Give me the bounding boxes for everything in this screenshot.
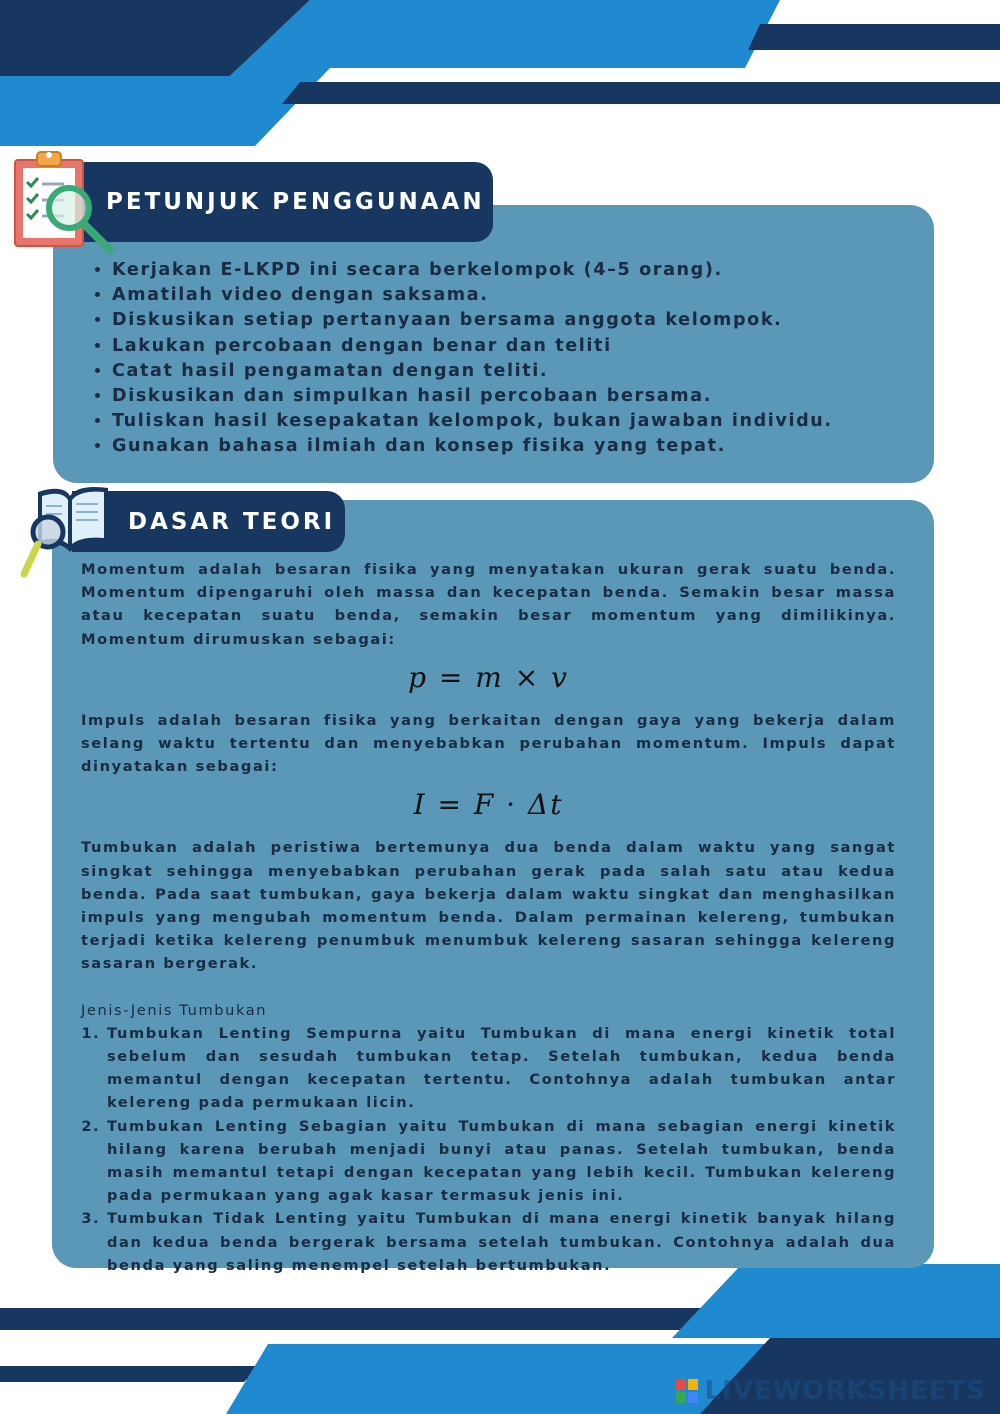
theory-heading: DASAR TEORI [128,508,336,535]
collision-type-item: 3. Tumbukan Tidak Lenting yaitu Tumbukan di mana energi kinetik banyak hilang dan kedua benda bergerak bersama setelah tumbukan. Contohnya adalah dua benda yang saling menempel setelah bertumbukan. [107,1207,896,1277]
clipboard-magnifier-icon [12,146,118,258]
watermark-text: LIVEWORKSHEETS [704,1376,986,1406]
momentum-paragraph: Momentum adalah besaran fisika yang menyatakan ukuran gerak suatu benda. Momentum dipengaruhi oleh massa dan kecepatan benda. Semakin besar massa atau kecepatan suatu benda, semakin besar momentum yang dimilikinya. Momentum dirumuskan sebagai: [81,561,896,648]
instructions-list [82,258,932,460]
instruction-item: • Lakukan percobaan dengan benar dan teliti [112,334,932,359]
theory-body [81,558,896,1277]
instruction-item: • Gunakan bahasa ilmiah dan konsep fisika yang tepat. [112,434,932,459]
collision-types-list [81,1022,896,1277]
liveworksheets-logo-icon [676,1379,698,1403]
collision-paragraph: Tumbukan adalah peristiwa bertemunya dua benda dalam waktu yang sangat singkat sehingga menyebabkan perubahan gerak pada salah satu atau kedua benda. Pada saat tumbukan, gaya bekerja dalam waktu singkat dan menghasilkan impuls yang mengubah momentum benda. Dalam permainan kelereng, tumbukan terjadi ketika kelereng penumbuk menumbuk kelereng sasaran sehingga kelereng sasaran bergerak. [81,839,896,973]
instruction-item: • Diskusikan dan simpulkan hasil percobaan bersama. [112,384,932,409]
collision-type-item: 2. Tumbukan Lenting Sebagian yaitu Tumbukan di mana sebagian energi kinetik hilang karena berubah menjadi bunyi atau panas. Setelah tumbukan, benda masih memantul tetapi dengan kecepatan yang lebih kecil. Tumbukan kelereng pada permukaan yang agak kasar termasuk jenis ini. [107,1115,896,1208]
liveworksheets-watermark [676,1376,986,1406]
collision-type-item: 1. Tumbukan Lenting Sempurna yaitu Tumbukan di mana energi kinetik total sebelum dan sesudah tumbukan tetap. Setelah tumbukan, kedua benda memantul dengan kecepatan tertentu. Contohnya adalah tumbukan antar kelereng pada permukaan licin. [107,1022,896,1115]
impulse-paragraph: Impuls adalah besaran fisika yang berkaitan dengan gaya yang bekerja dalam selang waktu tertentu dan menyebabkan perubahan momentum. Impuls dapat dinyatakan sebagai: [81,711,896,776]
instructions-heading: PETUNJUK PENGGUNAAN [106,189,485,215]
collision-types-heading: Jenis-Jenis Tumbukan [81,1001,268,1019]
instructions-heading-tab [62,162,493,242]
top-decoration [0,0,1000,150]
instruction-item: • Tuliskan hasil kesepakatan kelompok, bukan jawaban individu. [112,409,932,434]
instruction-item: • Diskusikan setiap pertanyaan bersama anggota kelompok. [112,308,932,333]
instruction-item: • Kerjakan E-LKPD ini secara berkelompok (4–5 orang). [112,258,932,283]
instruction-item: • Amatilah video dengan saksama. [112,283,932,308]
momentum-formula: p = m × v [408,660,569,694]
instruction-item: • Catat hasil pengamatan dengan teliti. [112,359,932,384]
impulse-formula: I = F · Δt [413,788,564,822]
